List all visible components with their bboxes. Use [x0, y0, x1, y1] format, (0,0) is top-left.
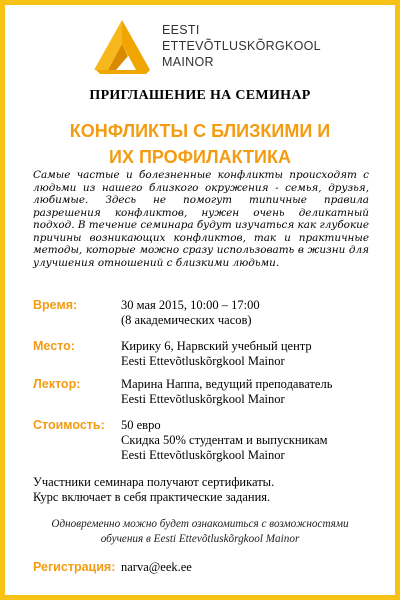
- mainor-logo-icon: [92, 18, 154, 74]
- logo-line-3: MAINOR: [162, 55, 214, 69]
- study-note-line-1: Одновременно можно будет ознакомиться с возможностями: [51, 518, 349, 530]
- lecturer-value-line-2: Eesti Ettevõtluskõrgkool Mainor: [121, 392, 285, 406]
- seminar-title-line-2: ИХ ПРОФИЛАКТИКА: [109, 147, 291, 167]
- cost-value-line-1: 50 евро: [121, 418, 161, 432]
- lecturer-value-line-1: Марина Наппа, ведущий преподаватель: [121, 377, 333, 391]
- place-value: [121, 339, 381, 369]
- place-value-line-1: Кирику 6, Нарвский учебный центр: [121, 339, 312, 353]
- lecturer-value: [121, 377, 381, 407]
- logo-line-2: ETTEVÕTLUSKÕRGKOOL: [162, 39, 321, 53]
- place-value-line-2: Eesti Ettevõtluskõrgkool Mainor: [121, 354, 285, 368]
- cost-value-line-3: Eesti Ettevõtluskõrgkool Mainor: [121, 448, 285, 462]
- seminar-title: [20, 118, 380, 170]
- time-value-line-1: 30 мая 2015, 10:00 – 17:00: [121, 298, 260, 312]
- cost-label: Стоимость:: [33, 418, 105, 432]
- intro-paragraph: Самые частые и болезненные конфликты происходят с людьми из нашего близкого окружения - семья, друзья, любимые. Здесь не помогут типичные правила разрешения конфликтов, нужен очень деликатный подход. В течение семинара будут изучаться как глубокие причины возникающих конфликтов, так и практичные методы, которые можно сразу использовать в жизни для улучшения отношений с близкими людьми.: [33, 169, 369, 269]
- time-value: [121, 298, 381, 328]
- registration-email[interactable]: narva@eek.ee: [121, 560, 192, 574]
- extra-info: [33, 475, 373, 505]
- place-label: Место:: [33, 339, 75, 353]
- logo-line-1: EESTI: [162, 23, 200, 37]
- cost-value: [121, 418, 381, 463]
- time-label: Время:: [33, 298, 78, 312]
- time-value-line-2: (8 академических часов): [121, 313, 252, 327]
- mainor-logo: [92, 18, 322, 74]
- cost-value-line-2: Скидка 50% студентам и выпускникам: [121, 433, 328, 447]
- invitation-heading: ПРИГЛАШЕНИЕ НА СЕМИНАР: [89, 88, 311, 103]
- study-note: [25, 517, 375, 547]
- seminar-title-line-1: КОНФЛИКТЫ С БЛИЗКИМИ И: [69, 121, 331, 141]
- registration-label: Регистрация:: [33, 560, 116, 574]
- logo-wordmark: [162, 22, 321, 70]
- extra-info-line-1: Участники семинара получают сертификаты.: [33, 475, 275, 489]
- lecturer-label: Лектор:: [33, 377, 81, 391]
- study-note-line-2: обучения в Eesti Ettevõtluskõrgkool Mainor: [100, 533, 300, 545]
- extra-info-line-2: Курс включает в себя практические задания.: [33, 490, 271, 504]
